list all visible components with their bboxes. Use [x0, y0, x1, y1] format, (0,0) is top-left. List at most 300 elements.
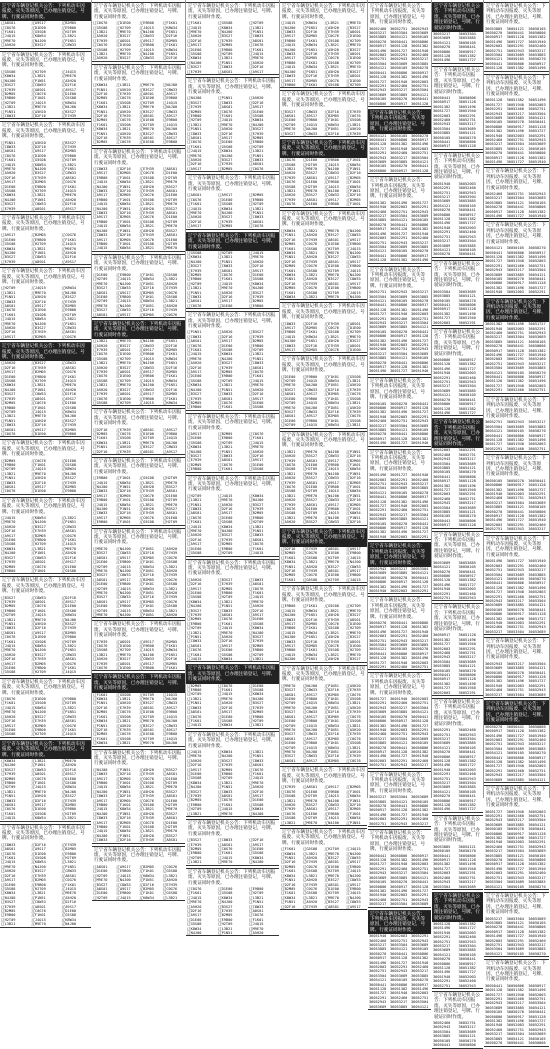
list-item: 36050441: [433, 853, 451, 858]
notice-block: [0, 576, 91, 676]
list-item: 36051496: [433, 582, 451, 587]
list-item: 辽L3B21: [187, 860, 202, 865]
list-item: 辽G5S08: [346, 418, 361, 423]
list-item: 36052460: [485, 137, 503, 142]
list-item: 36053504: [433, 289, 451, 294]
list-item: 36050441: [433, 474, 451, 479]
list-item: 36050917: [433, 479, 451, 484]
list-item: 36053885: [411, 61, 429, 66]
list-item: 36052943: [506, 942, 524, 947]
notice-block: [484, 892, 549, 957]
list-item: 36051940: [458, 316, 476, 321]
list-item: 辽K8W34: [346, 489, 361, 494]
list-item: 36051382: [485, 1019, 503, 1024]
list-item: 辽B2M05: [116, 237, 131, 242]
list-item: 辽F1K01: [116, 219, 131, 224]
list-item: 36053689: [390, 61, 408, 66]
list-item: 辽P1N51: [218, 785, 233, 790]
list-item: 36054121: [369, 978, 387, 983]
plate-list: [92, 83, 185, 145]
list-item: 辽A8S01: [139, 705, 154, 710]
list-item: 辽H2T09: [281, 723, 296, 728]
list-item: 36052943: [458, 983, 476, 988]
list-item: 辽C8W33: [218, 392, 233, 397]
list-item: 36053217: [433, 780, 451, 785]
list-item: 36052460: [528, 357, 546, 362]
list-item: 辽F1K01: [218, 467, 233, 472]
list-item: 36053885: [411, 643, 429, 647]
notice-block: [0, 267, 91, 340]
list-item: 36052943: [458, 380, 476, 385]
list-item: 辽J4Q15: [187, 149, 202, 154]
list-item: 36053885: [458, 560, 476, 565]
list-item: 36050270: [458, 668, 476, 673]
list-item: 36052003: [506, 840, 524, 845]
list-item: 辽J4Q15: [139, 356, 154, 361]
list-item: 36053689: [528, 629, 546, 634]
list-item: 辽D1E00: [218, 140, 233, 145]
list-item: 辽J4Q15: [281, 65, 296, 70]
list-item: 辽B3S27: [218, 904, 233, 909]
list-item: 辽L3B21: [218, 255, 233, 260]
list-item: 辽C8W33: [218, 264, 233, 269]
list-item: 辽E7H39: [139, 211, 154, 216]
list-item: 36053504: [390, 902, 408, 907]
list-item: 36050806: [506, 61, 524, 66]
list-item: 辽M9E70: [93, 546, 108, 551]
notice-block: [0, 214, 91, 265]
notice-block: [432, 892, 483, 989]
list-item: 辽B3S27: [162, 228, 178, 233]
list-item: 辽F1K01: [324, 396, 339, 401]
list-item: 辽D2F16: [281, 281, 296, 286]
list-item: 36052943: [390, 821, 408, 826]
list-item: 辽B2M05: [302, 78, 318, 83]
list-item: 36052003: [433, 492, 451, 497]
list-item: 辽L3B21: [346, 379, 361, 384]
list-item: 36052751: [390, 938, 408, 943]
list-item: 辽E9B00: [61, 153, 77, 158]
list-item: 36050917: [485, 35, 503, 40]
list-item: 辽A5H20: [281, 193, 296, 198]
list-item: 辽M9E70: [218, 498, 233, 503]
list-item: 36052003: [506, 1023, 524, 1028]
list-item: 36052460: [528, 522, 546, 527]
list-item: 辽G5S08: [116, 692, 131, 697]
list-item: 辽D2F16: [162, 343, 178, 348]
list-item: 辽D1E00: [218, 886, 233, 891]
list-item: 辽A8S01: [93, 599, 108, 604]
plate-list: [186, 838, 279, 864]
list-item: 36052003: [411, 862, 429, 867]
list-item: 36051496: [390, 410, 408, 415]
list-item: 辽D1E00: [162, 798, 178, 803]
list-item: 36050105: [369, 329, 387, 334]
list-item: 36051382: [411, 749, 429, 754]
list-item: 36052943: [411, 938, 429, 943]
list-item: 辽C8W33: [302, 688, 318, 693]
list-item: 辽C8W33: [324, 476, 339, 481]
list-item: 36050806: [369, 580, 387, 585]
list-item: 36054121: [528, 272, 546, 277]
list-item: 36053504: [411, 705, 429, 710]
notice-heading: 辽宁省车辆登记机关公告：下列机动车因报废、灭失等原因，已办理注销登记，号牌、行驶证同时作废。: [0, 741, 91, 759]
list-item: 36054121: [506, 26, 524, 31]
list-item: 36051128: [369, 258, 387, 263]
list-item: 辽C8W33: [61, 869, 77, 874]
list-item: 辽A8S01: [139, 91, 154, 96]
list-item: 辽B2M05: [139, 864, 154, 869]
list-item: 36050441: [506, 344, 524, 349]
list-item: 36052460: [528, 737, 546, 742]
list-item: 36053885: [433, 294, 451, 299]
list-item: 36050441: [506, 205, 524, 210]
list-item: 辽E9B00: [139, 21, 154, 26]
list-item: 辽P1N51: [281, 255, 296, 260]
list-item: 36051128: [485, 437, 503, 442]
list-item: 辽A5H20: [31, 295, 46, 300]
list-item: 36053504: [485, 53, 503, 58]
list-item: 辽D1E00: [93, 869, 108, 874]
notice-block: [0, 740, 91, 822]
column-3: [186, 0, 280, 935]
list-item: 辽N4J00: [162, 697, 178, 702]
list-item: 辽J4Q15: [31, 409, 46, 414]
list-item: 辽H2T09: [116, 378, 131, 383]
list-item: 辽A5H20: [324, 657, 339, 662]
list-item: 辽H2T09: [93, 564, 108, 569]
list-item: 辽C0G76: [249, 913, 264, 918]
list-item: 36051496: [485, 866, 503, 871]
notice-block: [432, 66, 483, 150]
list-item: 36052003: [528, 259, 546, 264]
list-item: 36050806: [411, 951, 429, 956]
list-item: 36053885: [458, 36, 476, 41]
list-item: 36054121: [458, 1034, 476, 1039]
list-item: 辽P1N51: [346, 493, 361, 498]
list-item: 36051940: [390, 660, 408, 665]
list-item: 辽B2M05: [93, 96, 108, 101]
list-item: 辽J4Q15: [139, 378, 154, 383]
list-item: 36051727: [411, 530, 429, 535]
plate-list: [368, 473, 431, 539]
list-item: 辽C0G76: [218, 617, 233, 622]
list-item: 36053885: [433, 131, 451, 136]
list-item: 36052751: [506, 1027, 524, 1032]
list-item: 辽L3B21: [281, 189, 296, 194]
list-item: 36051496: [369, 629, 387, 634]
list-item: 辽D2F16: [31, 144, 46, 149]
list-item: 辽E9B00: [93, 219, 108, 224]
list-item: 辽A8S01: [218, 69, 233, 74]
notice-block: [432, 815, 483, 890]
list-item: 辽J4Q15: [1, 162, 16, 167]
list-item: 辽K8W34: [187, 56, 202, 61]
plate-list: [92, 476, 185, 524]
list-item: 36053504: [528, 111, 546, 116]
notice-block: [280, 585, 367, 663]
list-item: 36053504: [390, 214, 408, 219]
list-item: 36051940: [390, 697, 408, 702]
list-item: 辽H2T09: [249, 348, 264, 353]
list-item: 36053504: [390, 31, 408, 36]
list-item: 36052943: [411, 26, 429, 31]
list-item: 辽E9B00: [324, 789, 339, 794]
list-item: 36052943: [528, 625, 546, 630]
list-item: 36050270: [411, 133, 429, 138]
list-item: 辽A9S17: [139, 392, 154, 397]
list-item: 辽M9E70: [139, 127, 154, 132]
notice-heading: 辽宁省车辆登记机关公告：下列机动车因报废、灭失等原因，已办理注销登记，号牌、行驶证同时作废。: [280, 303, 367, 321]
list-item: 辽H2T09: [1, 785, 16, 790]
list-item: 辽M9E70: [162, 180, 178, 185]
list-item: 辽A9S17: [302, 692, 318, 697]
notice-block: [484, 454, 549, 533]
list-item: 辽A5H20: [61, 763, 77, 768]
list-item: 36051382: [369, 584, 387, 589]
list-item: 辽A9S17: [249, 396, 264, 401]
list-item: 辽A5H20: [61, 250, 77, 255]
list-item: 36050441: [528, 670, 546, 675]
list-item: 36050270: [506, 827, 524, 832]
list-item: 辽E7H39: [93, 370, 108, 375]
list-item: 辽E9B00: [139, 396, 154, 401]
list-item: 辽B3S27: [61, 621, 77, 626]
notice-heading: 辽宁省车辆登记机关公告：下列机动车因报废、灭失等原因，已办理注销登记，号牌、行驶证同时作废。: [280, 529, 367, 547]
list-item: 36051382: [485, 616, 503, 621]
notice-block: [92, 528, 185, 619]
list-item: 36053504: [458, 239, 476, 244]
list-item: 辽E9B00: [218, 590, 233, 595]
list-item: 辽L3B21: [1, 617, 16, 622]
list-item: 36052943: [390, 240, 408, 245]
list-item: 辽N4J00: [93, 767, 108, 772]
notice-block: [186, 311, 279, 411]
list-item: 36053217: [458, 880, 476, 885]
list-item: 辽H2T09: [324, 268, 339, 273]
list-item: 辽D1E00: [116, 396, 131, 401]
list-item: 辽L3B21: [31, 546, 46, 551]
list-item: 辽A9S17: [218, 193, 233, 198]
list-item: 辽D2F16: [302, 52, 318, 57]
list-item: 辽A9S17: [346, 237, 361, 242]
list-item: 辽F1K01: [302, 604, 318, 609]
list-item: 辽M9E70: [162, 202, 178, 207]
notice-block: [432, 418, 483, 528]
list-item: 辽E7H39: [139, 838, 154, 843]
list-item: 辽A9S17: [249, 105, 264, 110]
list-item: 36050917: [433, 858, 451, 863]
list-item: 辽D1E00: [187, 374, 202, 379]
notice-heading: 辽宁省车辆登记机关公告：下列机动车因报废、灭失等原因，已办理注销登记，号牌、行驶证同时作废。: [0, 679, 91, 697]
list-item: 36051382: [485, 285, 503, 290]
list-item: 辽A5H20: [139, 184, 154, 189]
list-item: 36050441: [506, 151, 524, 156]
list-item: 辽C0G76: [61, 661, 77, 666]
list-item: 36051128: [369, 858, 387, 863]
list-item: 36050917: [369, 436, 387, 441]
list-item: 辽A8S01: [93, 864, 108, 869]
list-item: 36050105: [458, 247, 476, 252]
list-item: 辽H2T09: [162, 498, 178, 503]
list-item: 36053689: [369, 325, 387, 330]
list-item: 36051496: [390, 530, 408, 535]
notice-heading: 辽宁省车辆登记机关公告：下列机动车因报废、灭失等原因，已办理注销登记，号牌、行驶证同时作废。: [92, 149, 185, 167]
list-item: 辽J4Q15: [346, 290, 361, 295]
list-item: 辽C0G76: [324, 78, 339, 83]
list-item: 辽K8W34: [218, 352, 233, 357]
list-item: 辽A5H20: [162, 546, 178, 551]
list-item: 辽J4Q15: [281, 630, 296, 635]
notice-heading: 辽宁省车辆登记机关公告：下列机动车因报废、灭失等原因，已办理注销登记，号牌、行驶证同时作废。: [92, 847, 185, 865]
list-item: 辽C8W33: [187, 131, 202, 136]
list-item: 辽A5H20: [324, 635, 339, 640]
plate-list: [368, 567, 431, 593]
list-item: 36051128: [528, 124, 546, 129]
list-item: 辽D2F16: [1, 657, 16, 662]
list-item: 36052003: [411, 660, 429, 665]
list-item: 辽A8S01: [93, 290, 108, 295]
list-item: 辽C8W33: [139, 34, 154, 39]
list-item: 36050441: [485, 983, 503, 988]
list-item: 辽E9B00: [1, 405, 16, 410]
list-item: 辽M9E70: [249, 780, 264, 785]
list-item: 辽M9E70: [187, 211, 202, 216]
list-item: 36051128: [458, 307, 476, 312]
list-item: 36051496: [369, 812, 387, 817]
list-item: 辽D2F16: [187, 162, 202, 167]
list-item: 辽H2T09: [281, 423, 296, 428]
list-item: 辽H2T09: [346, 626, 361, 631]
list-item: 辽H2T09: [61, 811, 77, 816]
list-item: 辽P1N51: [116, 811, 131, 816]
list-item: 辽C0G76: [281, 811, 296, 816]
plate-list: [368, 795, 431, 826]
list-item: 辽H2T09: [302, 467, 318, 472]
list-item: 36054121: [506, 146, 524, 151]
list-item: 辽B2M05: [1, 401, 16, 406]
list-item: 36052291: [528, 326, 546, 331]
list-item: 辽E9B00: [249, 303, 264, 308]
list-item: 辽P1N51: [61, 710, 77, 715]
list-item: 辽G5S08: [139, 219, 154, 224]
list-item: 36050917: [390, 580, 408, 585]
list-item: 辽A9S17: [61, 87, 77, 92]
list-item: 辽C0G76: [61, 723, 77, 728]
list-item: 36053217: [369, 942, 387, 947]
list-item: 辽D2F16: [302, 343, 318, 348]
list-item: 36051727: [485, 992, 503, 997]
list-item: 辽B2M05: [139, 886, 154, 891]
list-item: 辽P1N51: [346, 189, 361, 194]
list-item: 36053504: [390, 423, 408, 428]
list-item: 36054121: [390, 35, 408, 40]
list-item: 辽F1K01: [93, 692, 108, 697]
list-item: 辽C0G76: [187, 515, 202, 520]
list-item: 辽D1E00: [31, 153, 46, 158]
notice-heading: 辽宁省车辆登记机关公告：下列机动车因报废、灭失等原因，已办理注销登记，号牌、行驶证同时作废。: [92, 65, 185, 83]
list-item: 辽N4J00: [249, 498, 264, 503]
list-item: 辽N4J00: [324, 189, 339, 194]
list-item: 辽E7H39: [162, 595, 178, 600]
notice-block: [280, 828, 367, 910]
list-item: 36052460: [369, 732, 387, 737]
list-item: 36052291: [458, 646, 476, 651]
list-item: 辽K8W34: [139, 586, 154, 591]
list-item: 辽A5H20: [302, 277, 318, 282]
plate-list: [280, 450, 367, 525]
list-item: 辽L3B21: [31, 891, 46, 896]
list-item: 36051382: [506, 379, 524, 384]
list-item: 辽D2F16: [116, 167, 131, 171]
list-item: 辽G5S08: [281, 511, 296, 516]
list-item: 辽M9E70: [346, 608, 361, 613]
list-item: 辽A9S17: [116, 555, 131, 560]
list-item: 辽E7H39: [302, 904, 318, 909]
list-item: 辽P1N51: [61, 648, 77, 653]
list-item: 辽C0G76: [281, 507, 296, 512]
list-item: 辽G5S08: [218, 520, 233, 525]
list-item: 辽A5H20: [249, 96, 264, 101]
list-item: 36050105: [506, 751, 524, 756]
list-item: 辽E7H39: [346, 409, 361, 414]
list-item: 36054121: [411, 1004, 429, 1009]
list-item: 辽F1K01: [324, 374, 339, 379]
list-item: 辽B2M05: [187, 798, 202, 803]
plate-list: [484, 810, 549, 889]
list-item: 辽M9E70: [324, 250, 339, 255]
list-item: 36051382: [528, 729, 546, 734]
list-item: 辽G5S08: [139, 197, 154, 202]
list-item: 36053689: [411, 423, 429, 428]
list-item: 36050441: [433, 302, 451, 307]
list-item: 辽E9B00: [31, 727, 46, 732]
list-item: 36052460: [458, 230, 476, 235]
list-item: 辽K8W34: [61, 467, 77, 472]
list-item: 辽A9S17: [302, 414, 318, 419]
list-item: 辽C0G76: [93, 21, 108, 26]
list-item: 辽F1K01: [61, 882, 77, 887]
notice-block: [186, 2, 279, 75]
list-item: 36051382: [485, 836, 503, 841]
list-item: 36052291: [411, 205, 429, 210]
list-item: 辽M9E70: [218, 811, 233, 816]
list-item: 36052291: [528, 133, 546, 138]
list-item: 36051727: [411, 888, 429, 893]
list-item: 辽D2F16: [31, 299, 46, 304]
list-item: 辽D1E00: [31, 308, 46, 313]
list-item: 36051940: [458, 488, 476, 492]
list-item: 辽M9E70: [1, 864, 16, 869]
list-item: 辽C8W33: [218, 789, 233, 794]
list-item: 36052943: [528, 496, 546, 501]
list-item: 辽C8W33: [249, 577, 264, 582]
notice-heading: 辽宁省车辆登记机关公告：下列机动车因报废、灭失等原因，已办理注销登记，号牌、行驶证同时作废。: [280, 767, 367, 785]
list-item: 36053885: [506, 822, 524, 827]
list-item: 辽K8W34: [346, 162, 361, 167]
list-item: 36052943: [506, 742, 524, 747]
list-item: 36051128: [485, 66, 503, 71]
list-item: 辽N4J00: [346, 895, 361, 900]
list-item: 36052751: [528, 594, 546, 599]
list-item: 辽J4Q15: [93, 807, 108, 812]
list-item: 辽H2T09: [302, 816, 318, 821]
list-item: 辽P1N51: [346, 820, 361, 825]
notice-block: [368, 176, 431, 263]
list-item: 辽G5S08: [187, 595, 202, 600]
list-item: 辽B3S27: [61, 295, 77, 300]
list-item: 辽B3S27: [1, 83, 16, 88]
